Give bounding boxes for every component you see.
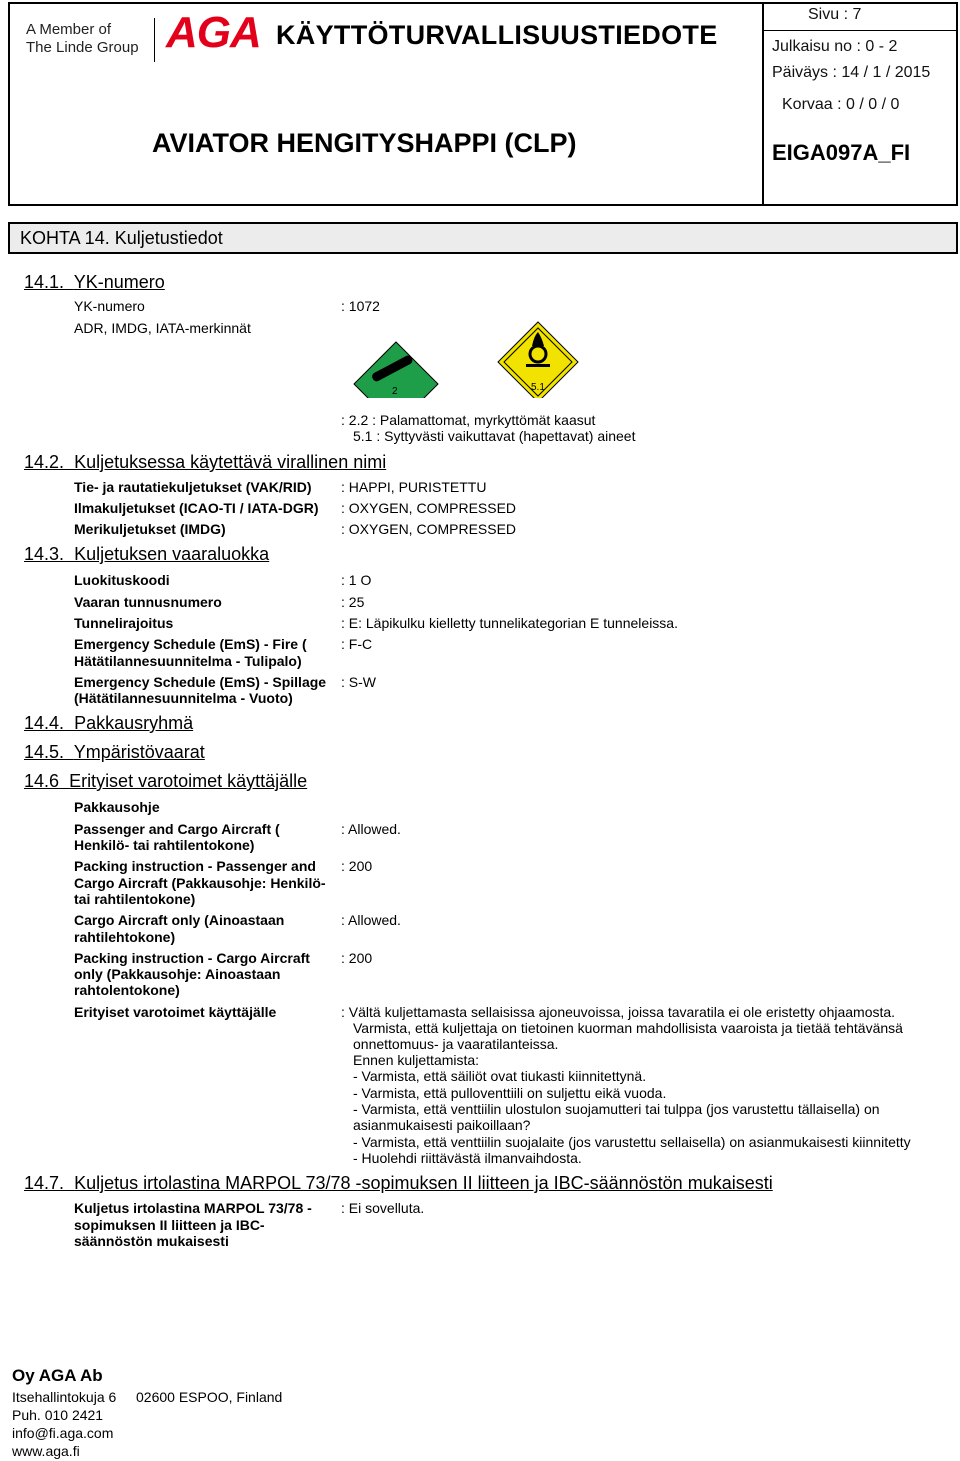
marpol-value: : Ei sovelluta. [341, 1200, 425, 1216]
packing-label: Pakkausohje [74, 799, 160, 815]
marpol-label-2: sopimuksen II liitteen ja IBC- [74, 1217, 265, 1233]
header-page-rule [762, 30, 956, 31]
un-number-value: : 1072 [341, 298, 380, 314]
pax-cargo-label-1: Passenger and Cargo Aircraft ( [74, 821, 280, 837]
class-5-1-number: 5.1 [531, 382, 545, 393]
packing-pax-value: : 200 [341, 858, 373, 874]
heading-14-5: 14.5. Ympäristövaarat [24, 742, 205, 762]
ems-spillage-label-2: (Hätätilannesuunnitelma - Vuoto) [74, 690, 293, 706]
issue-date: Päiväys : 14 / 1 / 2015 [772, 64, 931, 81]
logo-divider [154, 18, 155, 62]
ems-fire-label-2: Hätätilannesuunnitelma - Tulipalo) [74, 653, 302, 669]
special-precautions-label: Erityiset varotoimet käyttäjälle [74, 1004, 277, 1020]
hazard-number-label: Vaaran tunnusnumero [74, 594, 222, 610]
heading-14-2: 14.2. Kuljetuksessa käytettävä virallinen nimi [24, 452, 387, 472]
sea-label: Merikuljetukset (IMDG) [74, 521, 226, 537]
linde-line1: A Member of [26, 21, 112, 38]
cargo-only-value: : Allowed. [341, 912, 401, 928]
hazard-number-value: : 25 [341, 594, 365, 610]
packing-pax-label-1: Packing instruction - Passenger and [74, 858, 316, 874]
heading-14-6: 14.6 Erityiset varotoimet käyttäjälle [24, 771, 308, 791]
pax-cargo-label-2: Henkilö- tai rahtilentokone) [74, 837, 255, 853]
classification-code-value: : 1 O [341, 572, 372, 588]
cargo-only-label-2: rahtilehtokone) [74, 929, 176, 945]
aga-logo: AGA [166, 8, 261, 57]
special-precautions-line-1: : Vältä kuljettamasta sellaisissa ajoneuvoissa, joissa tavaratila ei ole eristetty ohjaamosta. [341, 1004, 896, 1020]
cargo-only-label-1: Cargo Aircraft only (Ainoastaan [74, 912, 285, 928]
packing-pax-label-3: tai rahtilentokone) [74, 891, 196, 907]
footer-company: Oy AGA Ab [12, 1366, 103, 1385]
road-rail-label: Tie- ja rautatiekuljetukset (VAK/RID) [74, 479, 312, 495]
special-precautions-line-8: asianmukaisesti paikoillaan? [353, 1117, 531, 1133]
marpol-label-1: Kuljetus irtolastina MARPOL 73/78 - [74, 1200, 312, 1216]
tunnel-restriction-label: Tunnelirajoitus [74, 615, 174, 631]
air-value: : OXYGEN, COMPRESSED [341, 500, 517, 516]
version-number: Julkaisu no : 0 - 2 [772, 38, 898, 55]
classification-code-label: Luokituskoodi [74, 572, 170, 588]
footer-web[interactable]: www.aga.fi [12, 1443, 80, 1459]
packing-cargo-label-1: Packing instruction - Cargo Aircraft [74, 950, 310, 966]
air-label: Ilmakuljetukset (ICAO-TI / IATA-DGR) [74, 500, 319, 516]
heading-14-1: 14.1. YK-numero [24, 272, 165, 292]
packing-pax-label-2: Cargo Aircraft (Pakkausohje: Henkilö- [74, 875, 326, 891]
adr-marks-value-1: : 2.2 : Palamattomat, myrkyttömät kaasut [341, 412, 596, 428]
un-number-label: YK-numero [74, 298, 145, 314]
class-2-pictogram [348, 338, 444, 398]
ems-fire-label-1: Emergency Schedule (EmS) - Fire ( [74, 636, 307, 652]
footer-street: Itsehallintokuja 6 [12, 1389, 117, 1405]
tunnel-restriction-value: : E: Läpikulku kielletty tunnelikategorian E tunneleissa. [341, 615, 678, 631]
ems-fire-value: : F-C [341, 636, 373, 652]
ems-spillage-value: : S-W [341, 674, 376, 690]
heading-14-4: 14.4. Pakkausryhmä [24, 713, 194, 733]
special-precautions-line-6: - Varmista, että pulloventtiili on suljettu eikä vuoda. [353, 1085, 667, 1101]
footer-city: 02600 ESPOO, Finland [136, 1389, 283, 1405]
flame-base [526, 364, 550, 367]
header-divider [762, 4, 764, 204]
class-2-number: 2 [392, 386, 398, 397]
special-precautions-line-2: Varmista, että kuljettaja on tietoinen kuorman mahdollisista vaaroista ja tietää tehtävänsä [353, 1020, 903, 1036]
page-number: Sivu : 7 [808, 6, 862, 23]
document-title: KÄYTTÖTURVALLISUUSTIEDOTE [276, 20, 718, 50]
special-precautions-line-7: - Varmista, että venttiilin ulostulon suojamutteri tai tulppa (jos varustettu tällaisella) on [353, 1101, 880, 1117]
special-precautions-line-3: onnettomuus- ja vaaratilanteissa. [353, 1036, 559, 1052]
special-precautions-line-9: - Varmista, että venttiilin suojalaite (jos varustettu sellaisella) on asianmukaisesti kiinnitetty [353, 1134, 911, 1150]
heading-14-7: 14.7. Kuljetus irtolastina MARPOL 73/78 -sopimuksen II liitteen ja IBC-säännöstön mukaisesti [24, 1173, 773, 1193]
supersedes: Korvaa : 0 / 0 / 0 [782, 96, 900, 113]
marpol-label-3: säännöstön mukaisesti [74, 1233, 229, 1249]
special-precautions-line-10: - Huolehdi riittävästä ilmanvaihdosta. [353, 1150, 582, 1166]
class-5-1-pictogram [490, 318, 586, 398]
packing-cargo-label-3: rahtolentokone) [74, 982, 180, 998]
linde-line2: The Linde Group [26, 39, 139, 56]
packing-cargo-label-2: only (Pakkausohje: Ainoastaan [74, 966, 281, 982]
adr-marks-label: ADR, IMDG, IATA-merkinnät [74, 320, 251, 336]
section-title: KOHTA 14. Kuljetustiedot [8, 222, 958, 254]
document-code: EIGA097A_FI [772, 140, 911, 165]
packing-cargo-value: : 200 [341, 950, 373, 966]
road-rail-value: : HAPPI, PURISTETTU [341, 479, 487, 495]
heading-14-3: 14.3. Kuljetuksen vaaraluokka [24, 544, 270, 564]
sea-value: : OXYGEN, COMPRESSED [341, 521, 517, 537]
special-precautions-line-5: - Varmista, että säiliöt ovat tiukasti kiinnitettynä. [353, 1068, 647, 1084]
footer-email[interactable]: info@fi.aga.com [12, 1425, 114, 1441]
pax-cargo-value: : Allowed. [341, 821, 401, 837]
ems-spillage-label-1: Emergency Schedule (EmS) - Spillage [74, 674, 327, 690]
special-precautions-line-4: Ennen kuljettamista: [353, 1052, 480, 1068]
adr-marks-value-2: 5.1 : Syttyvästi vaikuttavat (hapettavat) aineet [353, 428, 636, 444]
product-name: AVIATOR HENGITYSHAPPI (CLP) [152, 128, 577, 158]
footer-phone: Puh. 010 2421 [12, 1407, 104, 1423]
